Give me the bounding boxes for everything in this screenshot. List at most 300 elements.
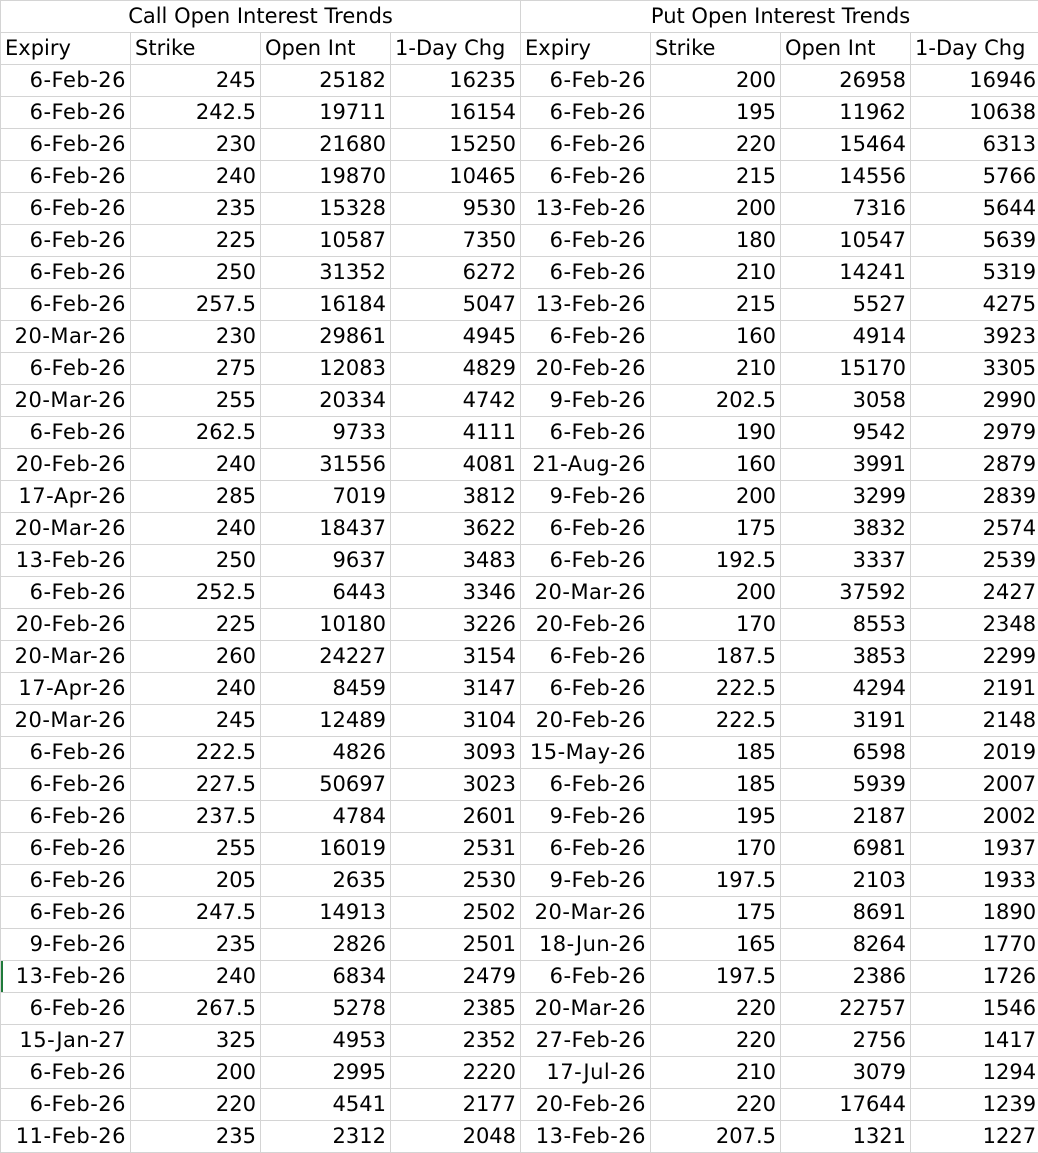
put-one-day-chg-cell[interactable]: 2348 — [911, 609, 1038, 641]
call-open-int-cell[interactable]: 12489 — [261, 705, 391, 737]
data-rows — [1, 65, 1038, 1153]
put-expiry-cell[interactable]: 13-Feb-26 — [521, 193, 651, 225]
call-expiry-cell[interactable]: 6-Feb-26 — [1, 801, 131, 833]
put-open-int-cell[interactable]: 5527 — [781, 289, 911, 321]
put-one-day-chg-cell[interactable]: 5319 — [911, 257, 1038, 289]
put-strike-cell[interactable]: 210 — [651, 1057, 781, 1089]
call-open-int-cell[interactable]: 4826 — [261, 737, 391, 769]
put-expiry-cell[interactable]: 20-Feb-26 — [521, 609, 651, 641]
put-one-day-chg-cell[interactable]: 2019 — [911, 737, 1038, 769]
call-expiry-cell[interactable]: 6-Feb-26 — [1, 577, 131, 609]
call-open-int-cell[interactable]: 2995 — [261, 1057, 391, 1089]
put-strike-cell[interactable]: 160 — [651, 449, 781, 481]
call-open-int-cell[interactable]: 6443 — [261, 577, 391, 609]
put-open-int-cell[interactable]: 3832 — [781, 513, 911, 545]
call-one-day-chg-cell[interactable]: 4829 — [391, 353, 521, 385]
call-open-int-cell[interactable]: 7019 — [261, 481, 391, 513]
call-one-day-chg-cell[interactable]: 4742 — [391, 385, 521, 417]
call-one-day-chg-cell[interactable]: 4111 — [391, 417, 521, 449]
put-strike-cell[interactable]: 220 — [651, 993, 781, 1025]
call-open-int-cell[interactable]: 16019 — [261, 833, 391, 865]
put-strike-cell[interactable]: 220 — [651, 129, 781, 161]
call-expiry-cell[interactable]: 6-Feb-26 — [1, 737, 131, 769]
put-expiry-cell[interactable]: 27-Feb-26 — [521, 1025, 651, 1057]
put-expiry-cell[interactable]: 13-Feb-26 — [521, 1121, 651, 1153]
call-expiry-cell[interactable]: 15-Jan-27 — [1, 1025, 131, 1057]
call-strike-cell[interactable]: 275 — [131, 353, 261, 385]
put-open-int-cell[interactable]: 14556 — [781, 161, 911, 193]
put-open-int-cell[interactable]: 26958 — [781, 65, 911, 97]
put-strike-header[interactable]: Strike — [651, 33, 781, 65]
table-row — [1, 545, 1038, 577]
put-strike-cell[interactable]: 210 — [651, 353, 781, 385]
put-open-int-cell[interactable]: 3853 — [781, 641, 911, 673]
put-expiry-cell[interactable]: 13-Feb-26 — [521, 289, 651, 321]
put-expiry-cell[interactable]: 20-Mar-26 — [521, 577, 651, 609]
put-expiry-cell[interactable]: 20-Mar-26 — [521, 897, 651, 929]
put-one-day-chg-cell[interactable]: 4275 — [911, 289, 1038, 321]
put-expiry-cell[interactable]: 6-Feb-26 — [521, 321, 651, 353]
call-strike-cell[interactable]: 240 — [131, 673, 261, 705]
call-strike-cell[interactable]: 245 — [131, 65, 261, 97]
call-one-day-chg-cell[interactable]: 4081 — [391, 449, 521, 481]
put-open-int-cell[interactable]: 2103 — [781, 865, 911, 897]
put-open-int-cell[interactable]: 6598 — [781, 737, 911, 769]
call-open-int-cell[interactable]: 2312 — [261, 1121, 391, 1153]
put-expiry-cell[interactable]: 6-Feb-26 — [521, 833, 651, 865]
call-strike-cell[interactable]: 255 — [131, 833, 261, 865]
call-one-day-chg-cell[interactable]: 15250 — [391, 129, 521, 161]
call-strike-cell[interactable]: 230 — [131, 321, 261, 353]
put-one-day-chg-cell[interactable]: 5644 — [911, 193, 1038, 225]
call-strike-cell[interactable]: 240 — [131, 449, 261, 481]
call-open-int-cell[interactable]: 5278 — [261, 993, 391, 1025]
put-expiry-cell[interactable]: 6-Feb-26 — [521, 257, 651, 289]
put-open-int-cell[interactable]: 3337 — [781, 545, 911, 577]
put-expiry-cell[interactable]: 20-Feb-26 — [521, 353, 651, 385]
put-open-int-cell[interactable]: 3299 — [781, 481, 911, 513]
call-strike-cell[interactable]: 250 — [131, 545, 261, 577]
put-strike-cell[interactable]: 220 — [651, 1089, 781, 1121]
put-open-int-cell[interactable]: 8264 — [781, 929, 911, 961]
table-row — [1, 897, 1038, 929]
table-row — [1, 1089, 1038, 1121]
call-expiry-cell[interactable]: 6-Feb-26 — [1, 193, 131, 225]
call-one-day-chg-cell[interactable]: 3093 — [391, 737, 521, 769]
call-one-day-chg-cell[interactable]: 2220 — [391, 1057, 521, 1089]
put-one-day-chg-cell[interactable]: 2839 — [911, 481, 1038, 513]
put-strike-cell[interactable]: 200 — [651, 577, 781, 609]
put-strike-cell[interactable]: 202.5 — [651, 385, 781, 417]
call-one-day-chg-cell[interactable]: 2531 — [391, 833, 521, 865]
put-expiry-cell[interactable]: 9-Feb-26 — [521, 865, 651, 897]
table-row — [1, 705, 1038, 737]
call-open-int-cell[interactable]: 2635 — [261, 865, 391, 897]
call-strike-cell[interactable]: 240 — [131, 961, 261, 993]
put-one-day-chg-cell[interactable]: 1227 — [911, 1121, 1038, 1153]
put-one-day-chg-cell[interactable]: 1294 — [911, 1057, 1038, 1089]
call-strike-cell[interactable]: 250 — [131, 257, 261, 289]
call-one-day-chg-cell[interactable]: 3346 — [391, 577, 521, 609]
call-one-day-chg-cell[interactable]: 7350 — [391, 225, 521, 257]
call-open-int-cell[interactable]: 29861 — [261, 321, 391, 353]
put-one-day-chg-cell[interactable]: 3305 — [911, 353, 1038, 385]
put-expiry-cell[interactable]: 6-Feb-26 — [521, 673, 651, 705]
put-one-day-chg-cell[interactable]: 1770 — [911, 929, 1038, 961]
put-open-int-cell[interactable]: 9542 — [781, 417, 911, 449]
call-expiry-cell[interactable]: 11-Feb-26 — [1, 1121, 131, 1153]
call-open-int-cell[interactable]: 9733 — [261, 417, 391, 449]
call-one-day-chg-cell[interactable]: 9530 — [391, 193, 521, 225]
put-expiry-cell[interactable]: 9-Feb-26 — [521, 385, 651, 417]
put-strike-cell[interactable]: 197.5 — [651, 961, 781, 993]
put-one-day-chg-cell[interactable]: 2990 — [911, 385, 1038, 417]
call-one-day-chg-cell[interactable]: 16154 — [391, 97, 521, 129]
table-row — [1, 1025, 1038, 1057]
put-open-int-cell[interactable]: 22757 — [781, 993, 911, 1025]
call-one-day-chg-cell[interactable]: 2601 — [391, 801, 521, 833]
call-strike-header[interactable]: Strike — [131, 33, 261, 65]
call-open-int-cell[interactable]: 10587 — [261, 225, 391, 257]
call-expiry-cell[interactable]: 6-Feb-26 — [1, 129, 131, 161]
put-one-day-chg-cell[interactable]: 6313 — [911, 129, 1038, 161]
put-expiry-cell[interactable]: 6-Feb-26 — [521, 161, 651, 193]
put-expiry-cell[interactable]: 15-May-26 — [521, 737, 651, 769]
call-expiry-header[interactable]: Expiry — [1, 33, 131, 65]
put-one-day-chg-cell[interactable]: 2007 — [911, 769, 1038, 801]
put-one-day-chg-cell[interactable]: 1937 — [911, 833, 1038, 865]
table-row — [1, 65, 1038, 97]
call-one-day-chg-cell[interactable]: 3023 — [391, 769, 521, 801]
put-expiry-cell[interactable]: 6-Feb-26 — [521, 97, 651, 129]
call-one-day-chg-cell[interactable]: 4945 — [391, 321, 521, 353]
put-expiry-cell[interactable]: 6-Feb-26 — [521, 65, 651, 97]
put-expiry-cell[interactable]: 6-Feb-26 — [521, 641, 651, 673]
call-strike-cell[interactable]: 247.5 — [131, 897, 261, 929]
call-expiry-cell[interactable]: 6-Feb-26 — [1, 769, 131, 801]
table-row — [1, 833, 1038, 865]
put-open-int-cell[interactable]: 37592 — [781, 577, 911, 609]
put-one-day-chg-cell[interactable]: 5766 — [911, 161, 1038, 193]
table-row — [1, 609, 1038, 641]
call-expiry-cell[interactable]: 6-Feb-26 — [1, 1057, 131, 1089]
call-one-day-chg-cell[interactable]: 3483 — [391, 545, 521, 577]
table-row — [1, 449, 1038, 481]
call-expiry-cell[interactable]: 6-Feb-26 — [1, 289, 131, 321]
call-open-int-cell[interactable]: 19711 — [261, 97, 391, 129]
call-strike-cell[interactable]: 205 — [131, 865, 261, 897]
put-expiry-cell[interactable]: 20-Mar-26 — [521, 993, 651, 1025]
put-open-int-cell[interactable]: 1321 — [781, 1121, 911, 1153]
call-open-int-cell[interactable]: 4541 — [261, 1089, 391, 1121]
put-strike-cell[interactable]: 192.5 — [651, 545, 781, 577]
put-strike-cell[interactable]: 185 — [651, 737, 781, 769]
put-open-int-cell[interactable]: 3191 — [781, 705, 911, 737]
call-expiry-cell[interactable]: 6-Feb-26 — [1, 353, 131, 385]
put-expiry-header[interactable]: Expiry — [521, 33, 651, 65]
call-expiry-cell[interactable]: 6-Feb-26 — [1, 833, 131, 865]
put-strike-cell[interactable]: 207.5 — [651, 1121, 781, 1153]
put-strike-cell[interactable]: 175 — [651, 513, 781, 545]
put-open-int-cell[interactable]: 3058 — [781, 385, 911, 417]
put-strike-cell[interactable]: 170 — [651, 609, 781, 641]
call-one-day-chg-cell[interactable]: 2502 — [391, 897, 521, 929]
put-strike-cell[interactable]: 175 — [651, 897, 781, 929]
put-section-title[interactable]: Put Open Interest Trends — [521, 1, 1038, 33]
call-strike-cell[interactable]: 257.5 — [131, 289, 261, 321]
call-one-day-chg-header[interactable]: 1-Day Chg — [391, 33, 521, 65]
call-one-day-chg-cell[interactable]: 2385 — [391, 993, 521, 1025]
call-one-day-chg-cell[interactable]: 3812 — [391, 481, 521, 513]
put-strike-cell[interactable]: 215 — [651, 289, 781, 321]
call-strike-cell[interactable]: 240 — [131, 161, 261, 193]
call-open-int-cell[interactable]: 4953 — [261, 1025, 391, 1057]
call-expiry-cell[interactable]: 6-Feb-26 — [1, 1089, 131, 1121]
call-expiry-cell[interactable]: 6-Feb-26 — [1, 897, 131, 929]
call-open-int-cell[interactable]: 8459 — [261, 673, 391, 705]
call-strike-cell[interactable]: 235 — [131, 929, 261, 961]
put-strike-cell[interactable]: 215 — [651, 161, 781, 193]
table-row — [1, 257, 1038, 289]
call-one-day-chg-cell[interactable]: 2048 — [391, 1121, 521, 1153]
put-open-int-cell[interactable]: 7316 — [781, 193, 911, 225]
put-strike-cell[interactable]: 210 — [651, 257, 781, 289]
call-strike-cell[interactable]: 255 — [131, 385, 261, 417]
call-one-day-chg-cell[interactable]: 3104 — [391, 705, 521, 737]
call-expiry-cell[interactable]: 6-Feb-26 — [1, 65, 131, 97]
call-open-int-cell[interactable]: 12083 — [261, 353, 391, 385]
put-strike-cell[interactable]: 187.5 — [651, 641, 781, 673]
call-expiry-cell[interactable]: 6-Feb-26 — [1, 865, 131, 897]
put-open-int-cell[interactable]: 6981 — [781, 833, 911, 865]
call-expiry-cell[interactable]: 20-Feb-26 — [1, 609, 131, 641]
call-open-int-cell[interactable]: 18437 — [261, 513, 391, 545]
put-one-day-chg-cell[interactable]: 2002 — [911, 801, 1038, 833]
table-row — [1, 193, 1038, 225]
call-expiry-cell[interactable]: 20-Mar-26 — [1, 705, 131, 737]
table-row — [1, 321, 1038, 353]
put-strike-cell[interactable]: 200 — [651, 65, 781, 97]
call-strike-cell[interactable]: 227.5 — [131, 769, 261, 801]
call-open-int-cell[interactable]: 20334 — [261, 385, 391, 417]
put-one-day-chg-cell[interactable]: 2539 — [911, 545, 1038, 577]
call-one-day-chg-cell[interactable]: 10465 — [391, 161, 521, 193]
put-strike-cell[interactable]: 222.5 — [651, 673, 781, 705]
table-row — [1, 1057, 1038, 1089]
call-strike-cell[interactable]: 225 — [131, 609, 261, 641]
put-strike-cell[interactable]: 195 — [651, 801, 781, 833]
put-open-int-header[interactable]: Open Int — [781, 33, 911, 65]
put-expiry-cell[interactable]: 9-Feb-26 — [521, 801, 651, 833]
put-one-day-chg-cell[interactable]: 3923 — [911, 321, 1038, 353]
call-open-int-cell[interactable]: 31352 — [261, 257, 391, 289]
call-strike-cell[interactable]: 237.5 — [131, 801, 261, 833]
call-one-day-chg-cell[interactable]: 2177 — [391, 1089, 521, 1121]
put-one-day-chg-cell[interactable]: 2148 — [911, 705, 1038, 737]
table-row — [1, 417, 1038, 449]
put-one-day-chg-cell[interactable]: 1933 — [911, 865, 1038, 897]
put-expiry-cell[interactable]: 6-Feb-26 — [521, 225, 651, 257]
put-expiry-cell[interactable]: 6-Feb-26 — [521, 417, 651, 449]
call-one-day-chg-cell[interactable]: 2352 — [391, 1025, 521, 1057]
put-one-day-chg-cell[interactable]: 2191 — [911, 673, 1038, 705]
put-one-day-chg-cell[interactable]: 16946 — [911, 65, 1038, 97]
put-open-int-cell[interactable]: 8691 — [781, 897, 911, 929]
call-one-day-chg-cell[interactable]: 3226 — [391, 609, 521, 641]
call-expiry-cell[interactable]: 6-Feb-26 — [1, 225, 131, 257]
put-strike-cell[interactable]: 220 — [651, 1025, 781, 1057]
put-open-int-cell[interactable]: 5939 — [781, 769, 911, 801]
call-expiry-cell[interactable]: 6-Feb-26 — [1, 161, 131, 193]
put-expiry-cell[interactable]: 6-Feb-26 — [521, 769, 651, 801]
put-one-day-chg-cell[interactable]: 1546 — [911, 993, 1038, 1025]
call-open-int-cell[interactable]: 10180 — [261, 609, 391, 641]
put-expiry-cell[interactable]: 17-Jul-26 — [521, 1057, 651, 1089]
call-strike-cell[interactable]: 222.5 — [131, 737, 261, 769]
put-strike-cell[interactable]: 190 — [651, 417, 781, 449]
put-one-day-chg-cell[interactable]: 2299 — [911, 641, 1038, 673]
put-expiry-cell[interactable]: 9-Feb-26 — [521, 481, 651, 513]
put-open-int-cell[interactable]: 14241 — [781, 257, 911, 289]
put-open-int-cell[interactable]: 17644 — [781, 1089, 911, 1121]
call-one-day-chg-cell[interactable]: 16235 — [391, 65, 521, 97]
call-strike-cell[interactable]: 230 — [131, 129, 261, 161]
put-expiry-cell[interactable]: 18-Jun-26 — [521, 929, 651, 961]
call-strike-cell[interactable]: 325 — [131, 1025, 261, 1057]
call-open-int-header[interactable]: Open Int — [261, 33, 391, 65]
call-strike-cell[interactable]: 235 — [131, 193, 261, 225]
put-open-int-cell[interactable]: 15170 — [781, 353, 911, 385]
put-open-int-cell[interactable]: 3991 — [781, 449, 911, 481]
put-one-day-chg-cell[interactable]: 1890 — [911, 897, 1038, 929]
put-strike-cell[interactable]: 195 — [651, 97, 781, 129]
call-open-int-cell[interactable]: 50697 — [261, 769, 391, 801]
call-strike-cell[interactable]: 220 — [131, 1089, 261, 1121]
put-one-day-chg-cell[interactable]: 2427 — [911, 577, 1038, 609]
put-expiry-cell[interactable]: 6-Feb-26 — [521, 129, 651, 161]
call-one-day-chg-cell[interactable]: 3147 — [391, 673, 521, 705]
call-expiry-cell[interactable]: 20-Mar-26 — [1, 513, 131, 545]
put-open-int-cell[interactable]: 2187 — [781, 801, 911, 833]
call-one-day-chg-cell[interactable]: 2530 — [391, 865, 521, 897]
put-open-int-cell[interactable]: 10547 — [781, 225, 911, 257]
call-one-day-chg-cell[interactable]: 5047 — [391, 289, 521, 321]
call-expiry-cell[interactable]: 6-Feb-26 — [1, 97, 131, 129]
call-open-int-cell[interactable]: 19870 — [261, 161, 391, 193]
call-expiry-cell[interactable]: 9-Feb-26 — [1, 929, 131, 961]
call-strike-cell[interactable]: 242.5 — [131, 97, 261, 129]
call-open-int-cell[interactable]: 2826 — [261, 929, 391, 961]
call-open-int-cell[interactable]: 16184 — [261, 289, 391, 321]
call-expiry-cell[interactable]: 20-Mar-26 — [1, 641, 131, 673]
put-open-int-cell[interactable]: 4294 — [781, 673, 911, 705]
call-one-day-chg-cell[interactable]: 3154 — [391, 641, 521, 673]
put-expiry-cell[interactable]: 6-Feb-26 — [521, 545, 651, 577]
call-one-day-chg-cell[interactable]: 2479 — [391, 961, 521, 993]
put-one-day-chg-cell[interactable]: 1726 — [911, 961, 1038, 993]
put-strike-cell[interactable]: 165 — [651, 929, 781, 961]
put-one-day-chg-cell[interactable]: 5639 — [911, 225, 1038, 257]
put-one-day-chg-cell[interactable]: 1239 — [911, 1089, 1038, 1121]
put-one-day-chg-cell[interactable]: 2979 — [911, 417, 1038, 449]
call-open-int-cell[interactable]: 14913 — [261, 897, 391, 929]
call-expiry-cell[interactable]: 20-Mar-26 — [1, 385, 131, 417]
call-open-int-cell[interactable]: 24227 — [261, 641, 391, 673]
call-open-int-cell[interactable]: 25182 — [261, 65, 391, 97]
call-strike-cell[interactable]: 285 — [131, 481, 261, 513]
call-one-day-chg-cell[interactable]: 2501 — [391, 929, 521, 961]
call-strike-cell[interactable]: 252.5 — [131, 577, 261, 609]
put-expiry-cell[interactable]: 20-Feb-26 — [521, 1089, 651, 1121]
call-expiry-cell[interactable]: 20-Mar-26 — [1, 321, 131, 353]
call-open-int-cell[interactable]: 4784 — [261, 801, 391, 833]
put-strike-cell[interactable]: 197.5 — [651, 865, 781, 897]
call-expiry-cell[interactable]: 6-Feb-26 — [1, 257, 131, 289]
call-strike-cell[interactable]: 225 — [131, 225, 261, 257]
put-open-int-cell[interactable]: 8553 — [781, 609, 911, 641]
put-expiry-cell[interactable]: 21-Aug-26 — [521, 449, 651, 481]
call-section-title[interactable]: Call Open Interest Trends — [1, 1, 521, 33]
put-strike-cell[interactable]: 185 — [651, 769, 781, 801]
call-expiry-cell[interactable]: 17-Apr-26 — [1, 673, 131, 705]
put-one-day-chg-header[interactable]: 1-Day Chg — [911, 33, 1038, 65]
put-one-day-chg-cell[interactable]: 10638 — [911, 97, 1038, 129]
put-expiry-cell[interactable]: 20-Feb-26 — [521, 705, 651, 737]
put-strike-cell[interactable]: 222.5 — [651, 705, 781, 737]
put-open-int-cell[interactable]: 2386 — [781, 961, 911, 993]
put-open-int-cell[interactable]: 2756 — [781, 1025, 911, 1057]
call-strike-cell[interactable]: 200 — [131, 1057, 261, 1089]
call-expiry-cell[interactable]: 6-Feb-26 — [1, 417, 131, 449]
call-one-day-chg-cell[interactable]: 3622 — [391, 513, 521, 545]
table-row — [1, 481, 1038, 513]
call-one-day-chg-cell[interactable]: 6272 — [391, 257, 521, 289]
call-strike-cell[interactable]: 267.5 — [131, 993, 261, 1025]
put-expiry-cell[interactable]: 6-Feb-26 — [521, 961, 651, 993]
call-open-int-cell[interactable]: 31556 — [261, 449, 391, 481]
table-row — [1, 641, 1038, 673]
put-strike-cell[interactable]: 200 — [651, 481, 781, 513]
put-open-int-cell[interactable]: 15464 — [781, 129, 911, 161]
put-open-int-cell[interactable]: 11962 — [781, 97, 911, 129]
call-strike-cell[interactable]: 245 — [131, 705, 261, 737]
call-open-int-cell[interactable]: 9637 — [261, 545, 391, 577]
call-strike-cell[interactable]: 262.5 — [131, 417, 261, 449]
put-expiry-cell[interactable]: 6-Feb-26 — [521, 513, 651, 545]
put-one-day-chg-cell[interactable]: 1417 — [911, 1025, 1038, 1057]
put-one-day-chg-cell[interactable]: 2574 — [911, 513, 1038, 545]
call-open-int-cell[interactable]: 6834 — [261, 961, 391, 993]
put-open-int-cell[interactable]: 3079 — [781, 1057, 911, 1089]
call-expiry-cell[interactable]: 13-Feb-26 — [1, 961, 131, 993]
call-strike-cell[interactable]: 235 — [131, 1121, 261, 1153]
put-strike-cell[interactable]: 200 — [651, 193, 781, 225]
call-expiry-cell[interactable]: 13-Feb-26 — [1, 545, 131, 577]
call-open-int-cell[interactable]: 15328 — [261, 193, 391, 225]
call-expiry-cell[interactable]: 6-Feb-26 — [1, 993, 131, 1025]
table-row — [1, 353, 1038, 385]
call-expiry-cell[interactable]: 20-Feb-26 — [1, 449, 131, 481]
call-expiry-cell[interactable]: 17-Apr-26 — [1, 481, 131, 513]
put-one-day-chg-cell[interactable]: 2879 — [911, 449, 1038, 481]
call-strike-cell[interactable]: 260 — [131, 641, 261, 673]
put-strike-cell[interactable]: 180 — [651, 225, 781, 257]
put-strike-cell[interactable]: 160 — [651, 321, 781, 353]
call-strike-cell[interactable]: 240 — [131, 513, 261, 545]
call-open-int-cell[interactable]: 21680 — [261, 129, 391, 161]
put-open-int-cell[interactable]: 4914 — [781, 321, 911, 353]
put-strike-cell[interactable]: 170 — [651, 833, 781, 865]
